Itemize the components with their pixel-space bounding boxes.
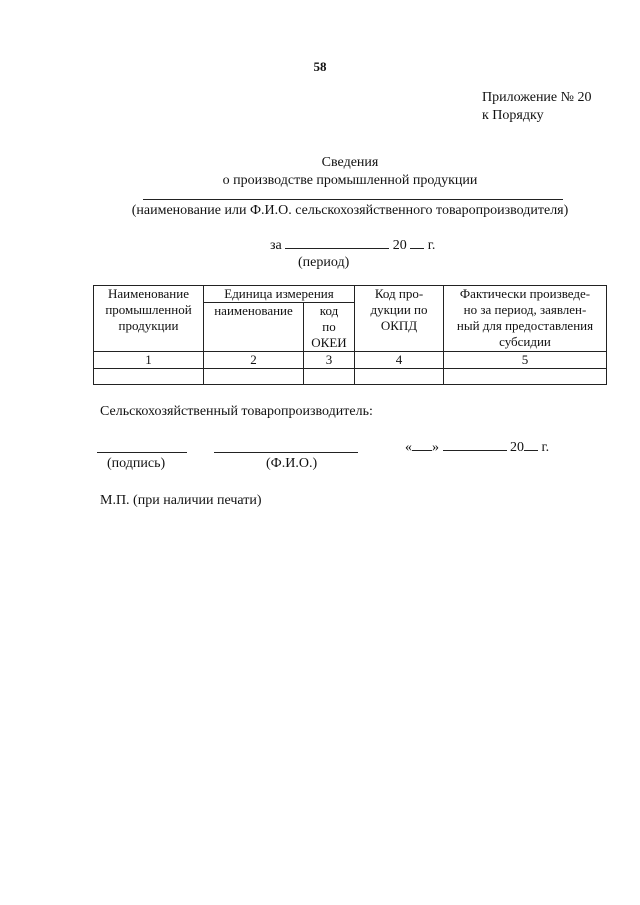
date-close-quote: » xyxy=(432,440,439,455)
appendix-reference xyxy=(482,89,592,125)
column-number: 3 xyxy=(304,352,355,369)
stamp-label: М.П. (при наличии печати) xyxy=(100,493,262,508)
period-year-blank[interactable] xyxy=(410,236,424,249)
table-cell[interactable] xyxy=(304,369,355,385)
date-year-blank[interactable] xyxy=(524,438,538,451)
date-year: 20 xyxy=(510,440,524,455)
column-number: 5 xyxy=(444,352,607,369)
document-title: Сведения xyxy=(321,155,379,170)
date-line xyxy=(405,438,549,456)
period-blank[interactable] xyxy=(285,236,389,249)
date-month-blank[interactable] xyxy=(443,438,507,451)
table-cell[interactable] xyxy=(204,369,304,385)
document-subtitle: о производстве промышленной продукции xyxy=(222,173,478,188)
column-number: 1 xyxy=(94,352,204,369)
header-unit-group: Единица измерения xyxy=(204,286,355,303)
period-prefix: за xyxy=(270,238,282,253)
period-suffix: г. xyxy=(427,238,436,253)
producer-name-hint: (наименование или Ф.И.О. сельскохозяйственного товаропроизводителя) xyxy=(131,203,569,218)
signer-label: Сельскохозяйственный товаропроизводитель: xyxy=(100,404,373,419)
page-number: 58 xyxy=(313,59,327,74)
table-number-row xyxy=(94,352,607,369)
header-actual-production: Фактически произведе- но за период, заявлен- ный для предоставления субсидии xyxy=(444,286,607,352)
table-header-row xyxy=(94,286,607,303)
column-number: 2 xyxy=(204,352,304,369)
appendix-number: Приложение № 20 xyxy=(482,90,592,105)
appendix-to-order: к Порядку xyxy=(482,108,544,123)
header-okpd-code: Код про- дукции по ОКПД xyxy=(355,286,444,352)
header-unit-name: наименование xyxy=(204,303,304,352)
full-name-blank[interactable] xyxy=(214,452,358,453)
column-number: 4 xyxy=(355,352,444,369)
full-name-label: (Ф.И.О.) xyxy=(266,456,318,471)
date-suffix: г. xyxy=(541,440,550,455)
header-okei-code: код по ОКЕИ xyxy=(304,303,355,352)
date-open-quote: « xyxy=(405,440,412,455)
period-label: (период) xyxy=(298,255,350,270)
production-table xyxy=(93,285,607,385)
table-cell[interactable] xyxy=(355,369,444,385)
signature-label: (подпись) xyxy=(107,456,166,471)
table-cell[interactable] xyxy=(444,369,607,385)
header-product-name: Наименование промышленной продукции xyxy=(94,286,204,352)
producer-name-blank[interactable] xyxy=(143,199,563,200)
period-line xyxy=(270,236,435,254)
signature-blank[interactable] xyxy=(97,452,187,453)
date-day-blank[interactable] xyxy=(412,438,432,451)
period-year: 20 xyxy=(392,238,407,253)
table-row xyxy=(94,369,607,385)
table-cell[interactable] xyxy=(94,369,204,385)
